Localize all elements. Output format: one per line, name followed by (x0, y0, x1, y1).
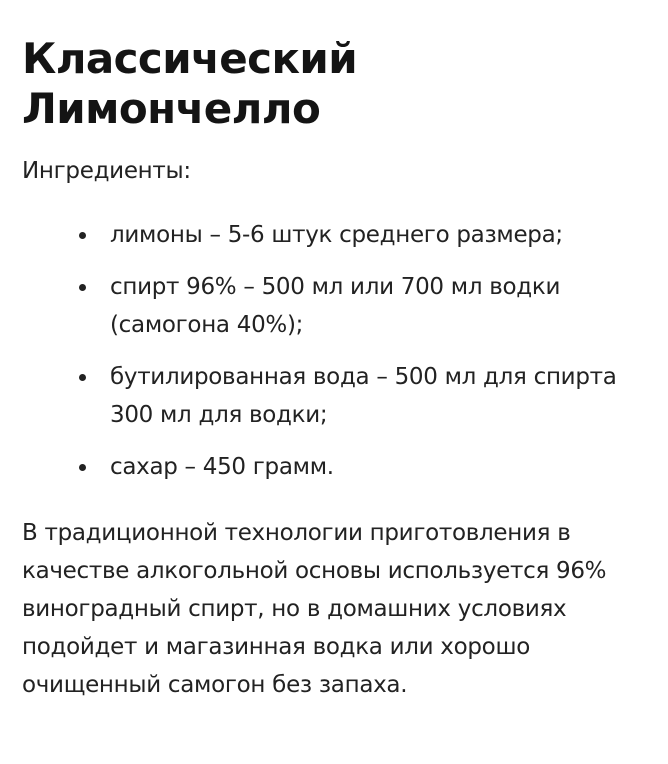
ingredients-heading: Ингредиенты: (22, 158, 191, 184)
paragraph-line-3: виноградный спирт, но в домашних условиях (22, 596, 567, 622)
ingredient-item-lemons (22, 216, 668, 254)
paragraph-line-1: В традиционной технологии приготовления в (22, 520, 571, 546)
ingredient-item-water (22, 358, 668, 434)
ingredient-text-continued: 300 мл для водки; (110, 402, 328, 428)
paragraph-line-4: подойдет и магазинная водка или хорошо (22, 634, 530, 660)
ingredient-list (22, 216, 668, 486)
page-title (22, 34, 668, 134)
title-line-2: Лимончелло (22, 84, 321, 133)
ingredient-text: лимоны – 5-6 штук среднего размера; (110, 222, 563, 248)
paragraph-line-2: качестве алкогольной основы используется 96% (22, 558, 607, 584)
bullet-icon (79, 374, 86, 381)
body-paragraph (22, 514, 668, 704)
bullet-icon (79, 284, 86, 291)
paragraph-line-5: очищенный самогон без запаха. (22, 672, 408, 698)
ingredient-item-sugar (22, 448, 668, 486)
ingredient-item-spirit (22, 268, 668, 344)
ingredient-text: сахар – 450 грамм. (110, 454, 334, 480)
ingredient-text: бутилированная вода – 500 мл для спирта (110, 364, 617, 390)
title-line-1: Классический (22, 34, 358, 83)
ingredient-text: спирт 96% – 500 мл или 700 мл водки (110, 274, 561, 300)
bullet-icon (79, 232, 86, 239)
bullet-icon (79, 464, 86, 471)
ingredient-text-continued: (самогона 40%); (110, 312, 304, 338)
